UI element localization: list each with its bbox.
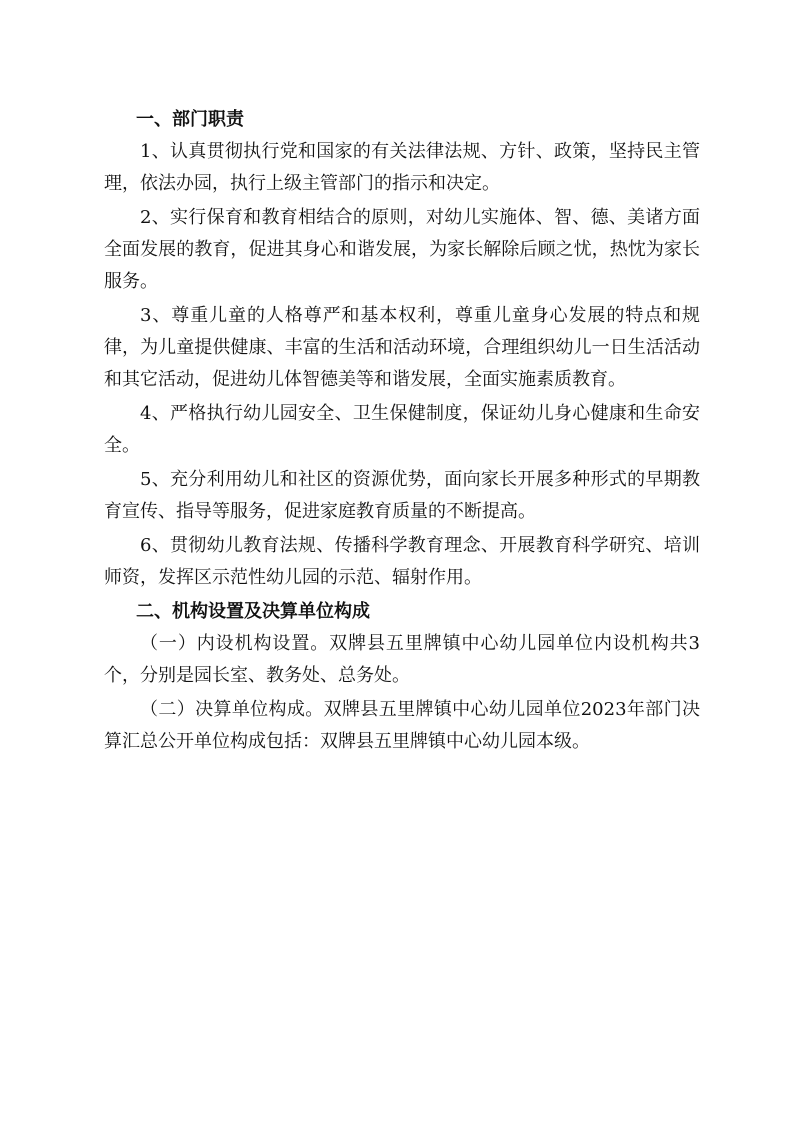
section-heading-organization: 二、机构设置及决算单位构成 <box>136 601 370 622</box>
duty-paragraph-2: 2、实行保育和教育相结合的原则，对幼儿实施体、智、德、美诸方面全面发展的教育，促进其身心和谐发展，为家长解除后顾之忧，热忱为家长服务。 <box>104 207 700 292</box>
org-paragraph-internal-units: （一）内设机构设置。双牌县五里牌镇中心幼儿园单位内设机构共3个，分别是园长室、教务处、总务处。 <box>104 633 700 686</box>
duty-paragraph-5: 5、充分利用幼儿和社区的资源优势，面向家长开展多种形式的早期教育宣传、指导等服务，促进家庭教育质量的不断提高。 <box>104 469 700 522</box>
duty-paragraph-6: 6、贯彻幼儿教育法规、传播科学教育理念、开展教育科学研究、培训师资，发挥区示范性幼儿园的示范、辐射作用。 <box>104 535 700 588</box>
section-heading-duties: 一、部门职责 <box>136 109 244 130</box>
duty-paragraph-4: 4、严格执行幼儿园安全、卫生保健制度，保证幼儿身心健康和生命安全。 <box>104 403 700 456</box>
duty-paragraph-3: 3、尊重儿童的人格尊严和基本权利，尊重儿童身心发展的特点和规律，为儿童提供健康、丰富的生活和活动环境，合理组织幼儿一日生活活动和其它活动，促进幼儿体智德美等和谐发展，全面实施素质教育。 <box>104 305 700 390</box>
duty-paragraph-1: 1、认真贯彻执行党和国家的有关法律法规、方针、政策，坚持民主管理，依法办园，执行上级主管部门的指示和决定。 <box>104 141 700 194</box>
document-body <box>104 104 700 760</box>
org-paragraph-accounting-units: （二）决算单位构成。双牌县五里牌镇中心幼儿园单位2023年部门决算汇总公开单位构成包括：双牌县五里牌镇中心幼儿园本级。 <box>104 699 700 752</box>
